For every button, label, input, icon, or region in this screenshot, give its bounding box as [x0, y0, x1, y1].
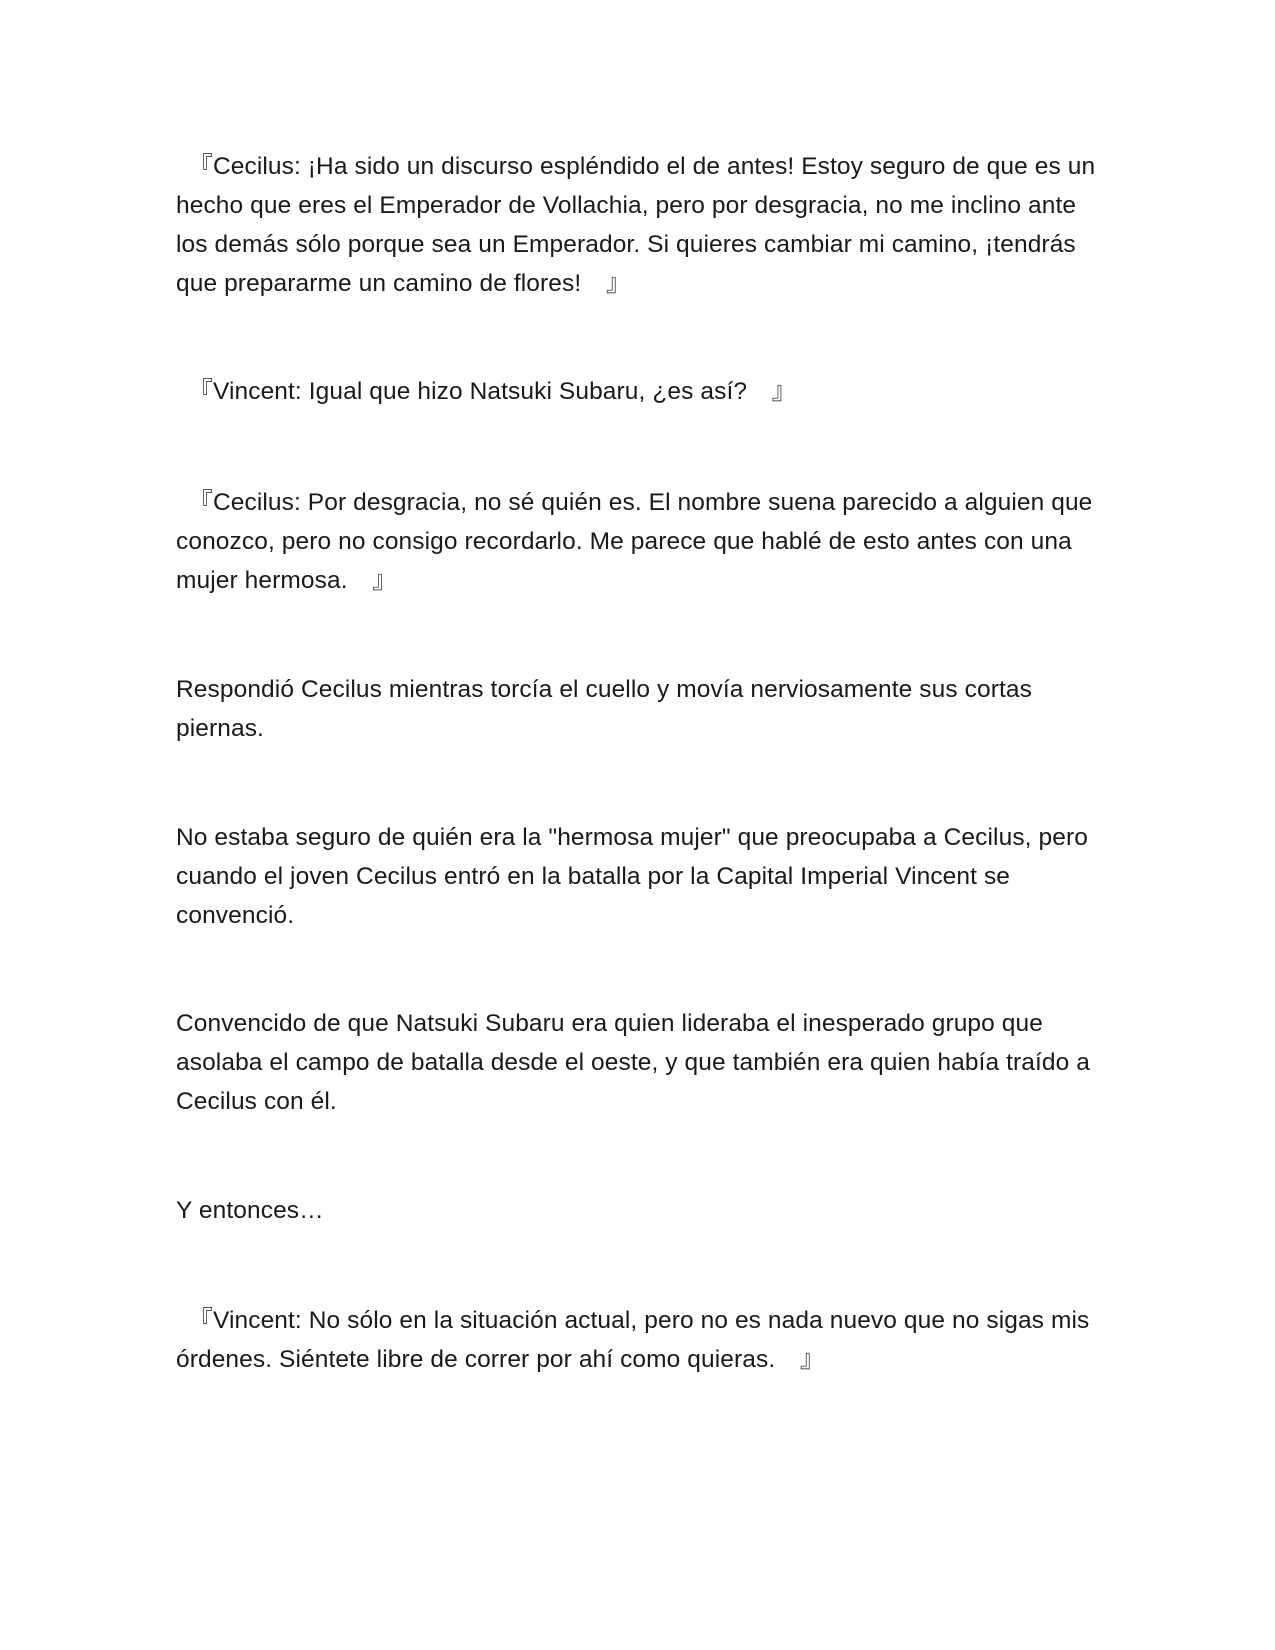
dialogue-cecilus-reply: 『Cecilus: Por desgracia, no sé quién es. El nombre suena parecido a alguien que conozco, pero no consigo recordarlo. Me parece que hablé de esto antes con una mujer hermosa. 』 — [176, 489, 1093, 594]
narration-cecilus-response: Respondió Cecilus mientras torcía el cuello y movía nerviosamente sus cortas piernas. — [176, 676, 1032, 742]
narration-natsuki-subaru: Convencido de que Natsuki Subaru era quien lideraba el inesperado grupo que asolaba el campo de batalla desde el oeste, y que también era quien había traído a Cecilus con él. — [176, 1010, 1090, 1115]
dialogue-vincent-question: 『Vincent: Igual que hizo Natsuki Subaru, ¿es así? 』 — [176, 378, 797, 405]
narration-beautiful-woman: No estaba seguro de quién era la "hermosa mujer" que preocupaba a Cecilus, pero cuando el joven Cecilus entró en la batalla por la Capital Imperial Vincent se convenció. — [176, 824, 1088, 929]
narration-and-then: Y entonces… — [176, 1197, 324, 1224]
dialogue-cecilus-speech: 『Cecilus: ¡Ha sido un discurso espléndido el de antes! Estoy seguro de que es un hecho que eres el Emperador de Vollachia, pero por desgracia, no me inclino ante los demás sólo porque sea un Emperador. Si quieres cambiar mi camino, ¡tendrás que prepararme un camino de flores! 』 — [176, 153, 1096, 297]
dialogue-vincent-orders: 『Vincent: No sólo en la situación actual, pero no es nada nuevo que no sigas mis órdenes. Siéntete libre de correr por ahí como quieras. 』 — [176, 1307, 1090, 1373]
